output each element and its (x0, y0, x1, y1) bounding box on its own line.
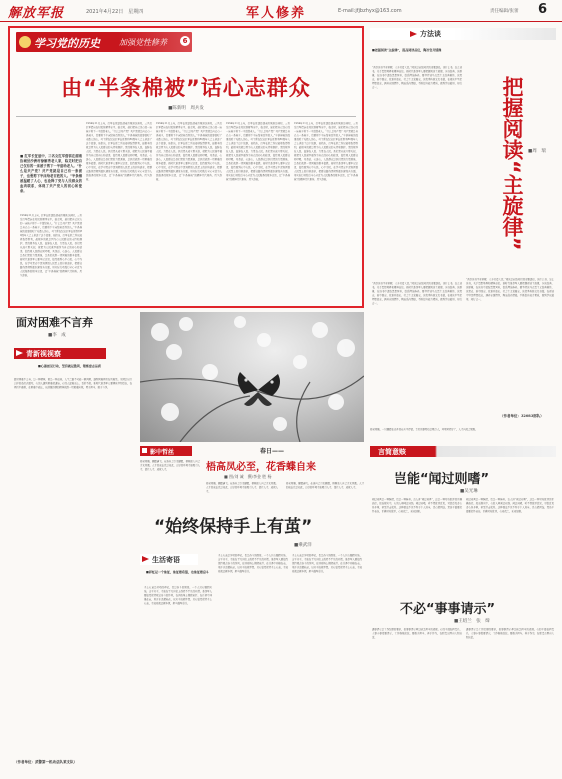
butterfly-icon (238, 372, 280, 406)
headline-divider (16, 116, 356, 117)
method-byline: ■周 瑞 (528, 149, 546, 154)
brief-body-2-col1: 遇事请示是工作纪律的要求，但事事请示却是缺乏担当的表现。有的干部怕担责任，大事小事都要请示，工作拖拖拉拉。要敢于担当、善于作为，在职责范围内大胆决策。 (372, 628, 462, 639)
left-article-byline: ■李 成 (48, 333, 66, 338)
masthead (0, 0, 562, 22)
left-footer: （作者单位：武警第一机动总队某支队） (14, 760, 77, 764)
photo-caption-body-left: 春光明媚，蝴蝶翩飞。花香自会引来蝴蝶，梧桐高大自会引来凤凰。人才的成长也是如此，良好的环境才能吸引人才、留住人才、成就人才。 (140, 460, 200, 471)
left-body: 面对困难不言弃，是一种精神，更是一种品质。人生之路不可能一帆风顺，遇到困难挫折在所难免。关键是以什么样的态度去面对。有的人遇到困难就退缩，有的人迎难而上、百折不挠。新时代革命军人要锤炼坚韧意志，在挫折中磨砺，在困难中成长，以顽强拼搏的精神战胜一切艰难险阻，勇于担当、敢于斗争。 (14, 378, 132, 389)
brief-comment-section (370, 446, 556, 772)
brief-body-1-col1: 闻过则喜是一种胸襟，也是一种修养。古人讲“闻过则喜”，这是一种对待批评的正确态度。然而现实中，有的人却闻过则怒、闻过则嗜，听不得批评意见，对提意见者心存芥蒂，甚至打击报复。这种做法不仅不利于个人进步，也有损团结。党员干部要虚怀若谷，正确对待批评，有则改之，无则加勉。 (372, 498, 462, 513)
life-section-badge (140, 554, 198, 565)
middle-body-col2: 手上有茧是劳动的印记，也是奋斗的勋章。一个人只有脚踏实地、苦干实干，才能在平凡岗位上创造不平凡的业绩。革命军人要始终保持艰苦奋斗的作风，在训练场上摸爬滚打、在任务中冲锋在前，用汗水浇灌收获，以实干成就梦想。只有始终保持手上有茧，才能练就过硬本领，担当强军重任。 (218, 554, 288, 573)
article-body-col5: 1934年11月上旬，红军长征途经湖南汝城县沙洲村，三名女红军借宿在村民徐解秀家中。临走时，她们把自己仅有的一床被子剪下一半留给老人。“什么是共产党？共产党就是自己有一条被子，也要剪下半床给老百姓的人。”半条棉被的故事温暖了无数人的心。习主席在纪念红军长征胜利80周年大会上讲述了这个故事，他指出，红军长征之所以能够取得胜利，最根本的就是因为有人民群众的支持和拥护。党的根基在人民、血脉在人民、力量在人民。我们党从成立那天起，就把为人民谋幸福作为自己的初心和使命，始终同人民群众同呼吸、共命运、心连心。人民群众是我们党的力量源泉，是我们战胜一切困难的根本依靠。新时代革命军人要牢记宗旨，始终做到心中有民、心中为民，在学习党史中深刻领悟人民至上的价值追求，把群众路线贯彻到部队建设各方面，用实际行动践行全心全意为人民服务的根本宗旨，让“半条棉被”的精神代代相传、历久弥新。 (294, 122, 358, 181)
method-body-col2: “我好读书不求甚解，大多只看大意。”阅读是获取知识的重要途径，读什么书、怎么读书，关乎思想境界和精神品位。新时代革命军人要把握阅读主旋律，多读经典、读原著，在读书中汲取思想营养，提高理论修养。要坚持读马克思主义经典著作，读党史、新中国史、改革开放史、社会主义发展史，读优秀传统文化书籍，在阅读中坚定理想信念，涵养家国情怀，陶冶高尚情操，不断提升能力素质，做到学以致用、知行合一。 (372, 282, 462, 305)
photo-section-title: 影中哲丝 (150, 449, 175, 456)
photo-caption-byline: ■ 图/刘 诚 撰/李金 胜 杨 (224, 474, 280, 479)
photo-caption-body-right: 春光明媚，蝴蝶翩飞。花香自会引来蝴蝶，梧桐高大自会引来凤凰。人才的成长也是如此，良好的环境才能吸引人才、留住人才、成就人才。 (286, 482, 364, 489)
brief-section-title: 言简意赅 (378, 448, 406, 456)
triangle-icon (142, 556, 149, 562)
left-column (8, 312, 136, 772)
method-headline: 把握阅读“主旋律” (500, 76, 524, 251)
newspaper-logo: 解放军报 (8, 6, 65, 21)
left-tag: ■心善而见行动，坚持就是胜利，锤炼意志品质 (38, 364, 101, 368)
photo-caption-title: 春日—— (260, 448, 285, 455)
article-body-col4: 1934年11月上旬，红军长征途经湖南汝城县沙洲村，三名女红军借宿在村民徐解秀家中。临走时，她们把自己仅有的一床被子剪下一半留给老人。“什么是共产党？共产党就是自己有一条被子，也要剪下半床给老百姓的人。”半条棉被的故事温暖了无数人的心。习主席在纪念红军长征胜利80周年大会上讲述了这个故事，他指出，红军长征之所以能够取得胜利，最根本的就是因为有人民群众的支持和拥护。党的根基在人民、血脉在人民、力量在人民。我们党从成立那天起，就把为人民谋幸福作为自己的初心和使命，始终同人民群众同呼吸、共命运、心连心。人民群众是我们党的力量源泉，是我们战胜一切困难的根本依靠。新时代革命军人要牢记宗旨，始终做到心中有民、心中为民，在学习党史中深刻领悟人民至上的价值追求，把群众路线贯彻到部队建设各方面，用实际行动践行全心全意为人民服务的根本宗旨，让“半条棉被”的精神代代相传、历久弥新。 (226, 122, 290, 181)
youth-section-badge (14, 348, 106, 359)
column-subtitle: 加强党性修养 (119, 38, 167, 47)
butterfly-photo (140, 312, 364, 442)
party-emblem-icon (19, 36, 31, 48)
article-headline: 由“半条棉被”话心志群众 (61, 76, 311, 100)
column-title: 学习党的历史 (34, 37, 100, 50)
square-icon (142, 448, 147, 453)
triangle-icon (410, 31, 417, 37)
small-article-body: 春光明媚，一只蝴蝶在盛开的花丛中停留。美好的事物总是吸引人，环境营造好了，人才自然会聚集。 (370, 428, 478, 431)
photo-section-badge (140, 446, 192, 456)
issue-date: 2021年4月22日 星期四 (86, 9, 144, 15)
article-byline: ■陈新明 周兵发 (168, 106, 204, 111)
article-body-col2: 1934年11月上旬，红军长征途经湖南汝城县沙洲村，三名女红军借宿在村民徐解秀家中。临走时，她们把自己仅有的一床被子剪下一半留给老人。“什么是共产党？共产党就是自己有一条被子，也要剪下半床给老百姓的人。”半条棉被的故事温暖了无数人的心。习主席在纪念红军长征胜利80周年大会上讲述了这个故事，他指出，红军长征之所以能够取得胜利，最根本的就是因为有人民群众的支持和拥护。党的根基在人民、血脉在人民、力量在人民。我们党从成立那天起，就把为人民谋幸福作为自己的初心和使命，始终同人民群众同呼吸、共命运、心连心。人民群众是我们党的力量源泉，是我们战胜一切困难的根本依靠。新时代革命军人要牢记宗旨，始终做到心中有民、心中为民，在学习党史中深刻领悟人民至上的价值追求，把群众路线贯彻到部队建设各方面，用实际行动践行全心全意为人民服务的根本宗旨，让“半条棉被”的精神代代相传、历久弥新。 (86, 122, 152, 181)
brief-headline-1: 岂能“闻过则嗜” (394, 472, 490, 487)
method-body-col3: “我好读书不求甚解，大多只看大意。”阅读是获取知识的重要途径，读什么书、怎么读书，关乎思想境界和精神品位。新时代革命军人要把握阅读主旋律，多读经典、读原著，在读书中汲取思想营养，提高理论修养。要坚持读马克思主义经典著作，读党史、新中国史、改革开放史、社会主义发展史，读优秀传统文化书籍，在阅读中坚定理想信念，涵养家国情怀，陶冶高尚情操，不断提升能力素质，做到学以致用、知行合一。 (466, 278, 554, 301)
brief-body-1-col2: 闻过则喜是一种胸襟，也是一种修养。古人讲“闻过则喜”，这是一种对待批评的正确态度。然而现实中，有的人却闻过则怒、闻过则嗜，听不得批评意见，对提意见者心存芥蒂，甚至打击报复。这种做法不仅不利于个人进步，也有损团结。党员干部要虚怀若谷，正确对待批评，有则改之，无则加勉。 (466, 498, 554, 513)
article-body-col1: 1934年11月上旬，红军长征途经湖南汝城县沙洲村，三名女红军借宿在村民徐解秀家中。临走时，她们把自己仅有的一床被子剪下一半留给老人。“什么是共产党？共产党就是自己有一条被子，也要剪下半床给老百姓的人。”半条棉被的故事温暖了无数人的心。习主席在纪念红军长征胜利80周年大会上讲述了这个故事，他指出，红军长征之所以能够取得胜利，最根本的就是因为有人民群众的支持和拥护。党的根基在人民、血脉在人民、力量在人民。我们党从成立那天起，就把为人民谋幸福作为自己的初心和使命，始终同人民群众同呼吸、共命运、心连心。人民群众是我们党的力量源泉，是我们战胜一切困难的根本依靠。新时代革命军人要牢记宗旨，始终做到心中有民、心中为民，在学习党史中深刻领悟人民至上的价值追求，把群众路线贯彻到部队建设各方面，用实际行动践行全心全意为人民服务的根本宗旨，让“半条棉被”的精神代代相传、历久弥新。 (20, 214, 82, 277)
brief-body-2-col2: 遇事请示是工作纪律的要求，但事事请示却是缺乏担当的表现。有的干部怕担责任，大事小事都要请示，工作拖拖拉拉。要敢于担当、善于作为，在职责范围内大胆决策。 (466, 628, 554, 639)
brief-byline-1: ■吴光琳 (460, 489, 478, 494)
column-banner (16, 32, 192, 52)
article-lead: ■ 红军长征途中，三名女红军借宿在湖南汝城县沙洲村徐解秀老人家，临走时把自己仅有的一床被子剪下一半留给老人。“什么是共产党？共产党就是自己有一条被子，也要剪下半床给老百姓的人。”半条棉被温暖了人心，也诠释了党与人民群众的血肉联系，体现了共产党人的初心和使命。 (20, 154, 82, 193)
middle-byline: ■乘武洋 (294, 543, 312, 548)
middle-body-col1: 手上有茧是劳动的印记，也是奋斗的勋章。一个人只有脚踏实地、苦干实干，才能在平凡岗位上创造不平凡的业绩。革命军人要始终保持艰苦奋斗的作风，在训练场上摸爬滚打、在任务中冲锋在前，用汗水浇灌收获，以实干成就梦想。只有始终保持手上有茧，才能练就过硬本领，担当强军重任。 (144, 586, 212, 605)
middle-headline: “始终保持手上有茧” (154, 517, 313, 537)
photo-scene (140, 312, 364, 442)
middle-tag: ■彩虹是一个象征，象征着希望，也象征着奋斗 (146, 570, 209, 574)
page-number: 6 (538, 2, 548, 17)
method-footer: （作者单位：32083部队） (500, 414, 544, 418)
editor-credit: 责任编辑/张蕾 (490, 9, 519, 14)
section-title: 军人修养 (246, 6, 307, 21)
method-tag: ■把握阅读“主旋律”，提高阅读品位，陶冶官兵情操 (372, 48, 442, 52)
triangle-icon (16, 350, 23, 356)
photo-caption-body-mid: 春光明媚，蝴蝶翩飞。花香自会引来蝴蝶，梧桐高大自会引来凤凰。人才的成长也是如此，良好的环境才能吸引人才、留住人才、成就人才。 (206, 482, 278, 493)
article-body-col3: 1934年11月上旬，红军长征途经湖南汝城县沙洲村，三名女红军借宿在村民徐解秀家中。临走时，她们把自己仅有的一床被子剪下一半留给老人。“什么是共产党？共产党就是自己有一条被子，也要剪下半床给老百姓的人。”半条棉被的故事温暖了无数人的心。习主席在纪念红军长征胜利80周年大会上讲述了这个故事，他指出，红军长征之所以能够取得胜利，最根本的就是因为有人民群众的支持和拥护。党的根基在人民、血脉在人民、力量在人民。我们党从成立那天起，就把为人民谋幸福作为自己的初心和使命，始终同人民群众同呼吸、共命运、心连心。人民群众是我们党的力量源泉，是我们战胜一切困难的根本依靠。新时代革命军人要牢记宗旨，始终做到心中有民、心中为民，在学习党史中深刻领悟人民至上的价值追求，把群众路线贯彻到部队建设各方面，用实际行动践行全心全意为人民服务的根本宗旨，让“半条棉被”的精神代代相传、历久弥新。 (156, 122, 222, 181)
brief-headline-2: 不必“事事请示” (400, 602, 496, 617)
youth-section-title: 青新视视察 (26, 350, 61, 358)
middle-body-col3: 手上有茧是劳动的印记，也是奋斗的勋章。一个人只有脚踏实地、苦干实干，才能在平凡岗位上创造不平凡的业绩。革命军人要始终保持艰苦奋斗的作风，在训练场上摸爬滚打、在任务中冲锋在前，用汗水浇灌收获，以实干成就梦想。只有始终保持手上有茧，才能练就过硬本领，担当强军重任。 (292, 554, 362, 573)
email-address: E-mail:jfjbzhyx@163.com (338, 8, 402, 14)
method-section-badge (370, 28, 556, 40)
method-section-title: 方法谈 (420, 30, 441, 38)
method-body-col1: “我好读书不求甚解，大多只看大意。”阅读是获取知识的重要途径，读什么书、怎么读书，关乎思想境界和精神品位。新时代革命军人要把握阅读主旋律，多读经典、读原著，在读书中汲取思想营养，提高理论修养。要坚持读马克思主义经典著作，读党史、新中国史、改革开放史、社会主义发展史，读优秀传统文化书籍，在阅读中坚定理想信念，涵养家国情怀，陶冶高尚情操，不断提升能力素质，做到学以致用、知行合一。 (372, 66, 462, 89)
column-number: 6 (180, 36, 190, 46)
method-section (370, 28, 556, 426)
photo-caption-headline: 梧高凤必至，花香蝶自来 (206, 462, 316, 473)
brief-section-badge (370, 446, 556, 457)
middle-article (140, 510, 364, 772)
left-article-headline: 面对困难不言弃 (16, 316, 93, 329)
brief-byline-2: ■王绍兰 张 缔 (454, 619, 490, 624)
life-section-title: 生活寄语 (152, 556, 180, 564)
feature-article (8, 26, 364, 308)
